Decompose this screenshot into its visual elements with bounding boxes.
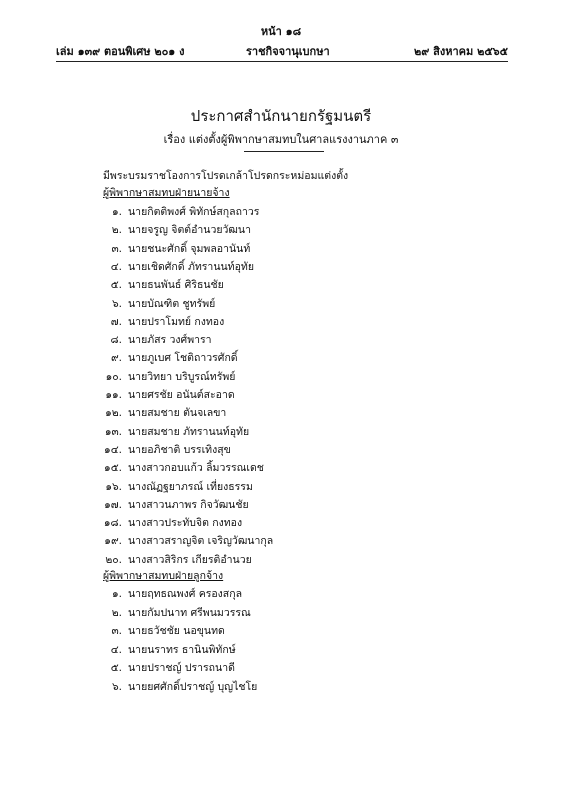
title-divider (244, 151, 324, 152)
list-item (0, 551, 562, 569)
list-item (0, 313, 562, 331)
item-number: ๔. (110, 260, 122, 273)
person-name: นางสาวนภาพร กิจวัฒนชัย (128, 498, 249, 511)
person-name: นางสาวสิริกร เกียรติอำนวย (128, 553, 252, 566)
item-number: ๑๔. (104, 443, 122, 456)
person-name: นางสาวกอบแก้ว ลิ้มวรรณเดช (128, 462, 264, 475)
person-name: นายกัมปนาท ศรีพนมวรรณ (128, 606, 251, 619)
item-number: ๕. (110, 662, 122, 675)
person-name: นายธวัชชัย นอขุนทด (128, 625, 225, 638)
item-number: ๑๘. (103, 517, 122, 530)
list-item (0, 221, 562, 239)
person-name: นายจรูญ จิตต์อำนวยวัฒนา (128, 224, 251, 237)
person-name: นายสมชาย ภัทรานนท์อุทัย (128, 425, 250, 438)
list-item (0, 641, 562, 659)
person-name: นายศรชัย อนันต์สะอาด (128, 389, 235, 401)
item-number: ๔. (110, 643, 122, 656)
section-heading-employer: ผู้พิพากษาสมทบฝ่ายนายจ้าง (103, 187, 230, 199)
section-heading-employee: ผู้พิพากษาสมทบฝ่ายลูกจ้าง (103, 570, 224, 582)
item-number: ๒. (111, 606, 122, 619)
item-number: ๑๖. (105, 480, 122, 493)
person-name: นางสาวประทับจิต กงทอง (128, 517, 243, 530)
item-number: ๙. (110, 352, 122, 365)
person-name: นายฤทธณพงศ์ ครองสกุล (128, 588, 243, 600)
document-title: ประกาศสำนักนายกรัฐมนตรี (190, 107, 372, 125)
person-name: นายภัสร วงศ์พารา (128, 334, 212, 347)
person-name: นายชนะศักดิ์ จุมพลอานันท์ (128, 242, 251, 255)
item-number: ๒. (111, 224, 122, 237)
list-item (0, 678, 562, 696)
person-name: นายปราชญ์ ปรารถนาดี (128, 662, 235, 675)
item-number: ๕. (110, 279, 122, 292)
list-item (0, 423, 562, 441)
list-item (0, 659, 562, 677)
item-number: ๑๗. (104, 498, 122, 511)
item-number: ๘. (110, 334, 122, 347)
item-number: ๑๑. (105, 389, 122, 401)
page-number: หน้า ๑๘ (260, 25, 302, 38)
person-name: นายสมชาย ตันจเลขา (128, 407, 227, 420)
item-number: ๒๐. (105, 553, 122, 566)
list-item (0, 514, 562, 532)
list-item (0, 276, 562, 294)
item-number: ๗. (110, 315, 122, 328)
list-item (0, 532, 562, 550)
list-item (0, 585, 562, 603)
list-item (0, 459, 562, 477)
list-item (0, 331, 562, 349)
person-name: นายภูเบศ โชติถาวรศักดิ์ (128, 352, 238, 365)
list-item (0, 240, 562, 258)
document-subject: เรื่อง แต่งตั้งผู้พิพากษาสมทบในศาลแรงงานภาค ๓ (163, 133, 399, 146)
list-item (0, 604, 562, 622)
item-number: ๓. (111, 625, 122, 638)
person-name: นายบัณฑิต ชูทรัพย์ (128, 297, 216, 310)
list-item (0, 295, 562, 313)
person-name: นายนราทร ธานินพิทักษ์ (128, 643, 236, 656)
person-name: นายกิตติพงศ์ พิทักษ์สกุลถาวร (128, 206, 260, 218)
list-item (0, 478, 562, 496)
person-name: นางณัฏฐยาภรณ์ เที่ยงธรรม (128, 480, 253, 493)
item-number: ๖. (111, 297, 122, 310)
list-item (0, 368, 562, 386)
person-name: นายธนพันธ์ ศิริธนชัย (128, 279, 224, 292)
item-number: ๑. (111, 206, 122, 218)
person-name: นายยศศักดิ์ปราชญ์ บุญไชโย (128, 681, 258, 693)
list-item (0, 622, 562, 640)
person-name: นายเชิดศักดิ์ ภัทรานนท์อุทัย (128, 260, 254, 273)
list-item (0, 349, 562, 367)
item-number: ๑๒. (105, 407, 122, 420)
list-item (0, 386, 562, 404)
list-item (0, 258, 562, 276)
list-item (0, 441, 562, 459)
person-name: นางสาวสราญจิต เจริญวัฒนากุล (128, 535, 274, 548)
header-rule (56, 61, 508, 62)
person-name: นายปราโมทย์ กงทอง (128, 315, 225, 328)
gazette-name: ราชกิจจานุเบกษา (246, 45, 330, 58)
intro-text: มีพระบรมราชโองการโปรดเกล้าโปรดกระหม่อมแต่งตั้ง (103, 170, 349, 182)
item-number: ๑๙. (104, 535, 122, 548)
item-number: ๑๓. (104, 425, 122, 438)
person-name: นายวิทยา บริบูรณ์ทรัพย์ (128, 370, 236, 383)
list-item (0, 203, 562, 221)
item-number: ๑๕. (104, 462, 122, 475)
item-number: ๑๐. (105, 370, 122, 383)
volume-issue: เล่ม ๑๓๙ ตอนพิเศษ ๒๐๑ ง (56, 45, 185, 58)
person-name: นายอภิชาติ บรรเทิงสุข (128, 443, 231, 456)
list-item (0, 404, 562, 422)
item-number: ๖. (111, 681, 122, 693)
item-number: ๑. (111, 588, 122, 600)
item-number: ๓. (111, 242, 122, 255)
publication-date: ๒๙ สิงหาคม ๒๕๖๕ (414, 45, 508, 58)
list-item (0, 496, 562, 514)
